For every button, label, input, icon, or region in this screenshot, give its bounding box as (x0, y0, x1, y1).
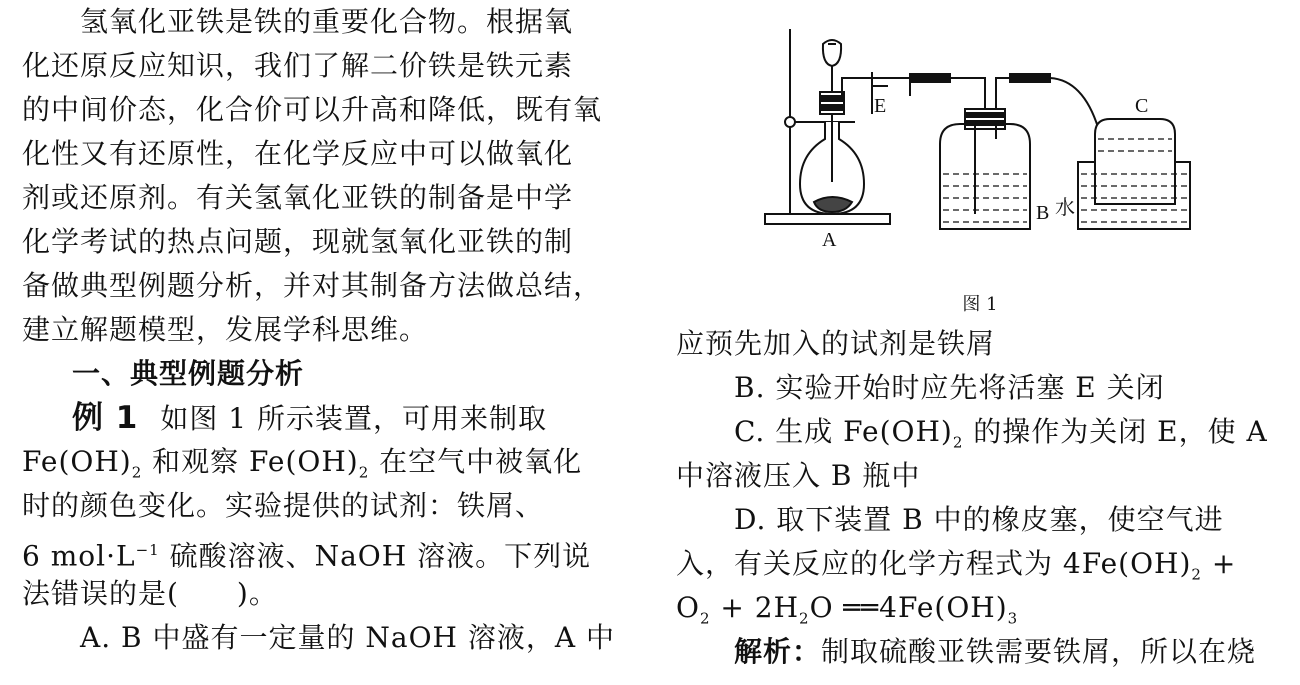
option-b: B. 实验开始时应先将活塞 E 关闭 (734, 371, 1165, 404)
example-line-3: 时的颜色变化。实验提供的试剂：铁屑、 (22, 489, 545, 522)
figure-caption: 图 1 (962, 294, 998, 315)
right-line-1: 应预先加入的试剂是铁屑 (676, 327, 996, 360)
stand-base (765, 214, 890, 224)
example-line-5: 法错误的是( )。 (22, 577, 278, 610)
intro-line: 剂或还原剂。有关氢氧化亚铁的制备是中学 (22, 181, 574, 214)
label-c: C (1135, 95, 1149, 117)
bottle-b (940, 124, 1030, 229)
intro-line: 化性又有还原性，在化学反应中可以做氧化 (22, 137, 574, 170)
intro-line: 化还原反应知识，我们了解二价铁是铁元素 (22, 49, 574, 82)
option-d-cont: 入，有关反应的化学方程式为 $4Fe(OH)_2$ + (676, 547, 1237, 584)
label-water: 水 (1055, 197, 1075, 219)
apparatus-diagram (760, 14, 1200, 264)
intro-line: 氢氧化亚铁是铁的重要化合物。根据氧 (80, 5, 574, 38)
option-a: A. B 中盛有一定量的 NaOH 溶液，A 中 (80, 621, 615, 654)
label-e: E (874, 95, 887, 117)
analysis-text: 制取硫酸亚铁需要铁屑，所以在烧 (821, 635, 1257, 668)
option-c-cont: 中溶液压入 B 瓶中 (676, 459, 921, 492)
cylinder-c (1095, 119, 1175, 204)
example-text: 如图 1 所示装置，可用来制取 (160, 402, 547, 435)
label-a: A (822, 229, 837, 251)
analysis-label: 解析： (734, 635, 822, 668)
option-c: C. 生成 $Fe(OH)_2$ 的操作为关闭 E，使 A (734, 415, 1268, 452)
option-d-equation: $O_2 + 2H_2O$ $══4Fe(OH)_3$ (676, 591, 1019, 628)
example-line-2: $Fe(OH)_2$ 和观察 $Fe(OH)_2$ 在空气中被氧化 (22, 445, 583, 482)
intro-line: 化学考试的热点问题，现就氢氧化亚铁的制 (22, 225, 574, 258)
apparatus-figure (760, 14, 1200, 264)
section-heading: 一、典型例题分析 (72, 357, 305, 390)
label-b: B (1036, 202, 1050, 224)
intro-paragraph (22, 0, 614, 352)
analysis (676, 630, 1276, 674)
intro-line: 备做典型例题分析，并对其制备方法做总结， (22, 269, 603, 302)
option-d: D. 取下装置 B 中的橡皮塞，使空气进 (734, 503, 1224, 536)
example-line-1 (22, 396, 614, 440)
example-label: 例 1 (72, 400, 139, 436)
right-column (676, 322, 1276, 674)
intro-line: 的中间价态，化合价可以升高和降低，既有氧 (22, 93, 603, 126)
intro-line: 建立解题模型，发展学科思维。 (22, 313, 429, 346)
left-column (22, 0, 614, 660)
example-line-4: 6 $mol\cdot L^{-1}$ 硫酸溶液、NaOH 溶液。下列说 (22, 539, 592, 573)
